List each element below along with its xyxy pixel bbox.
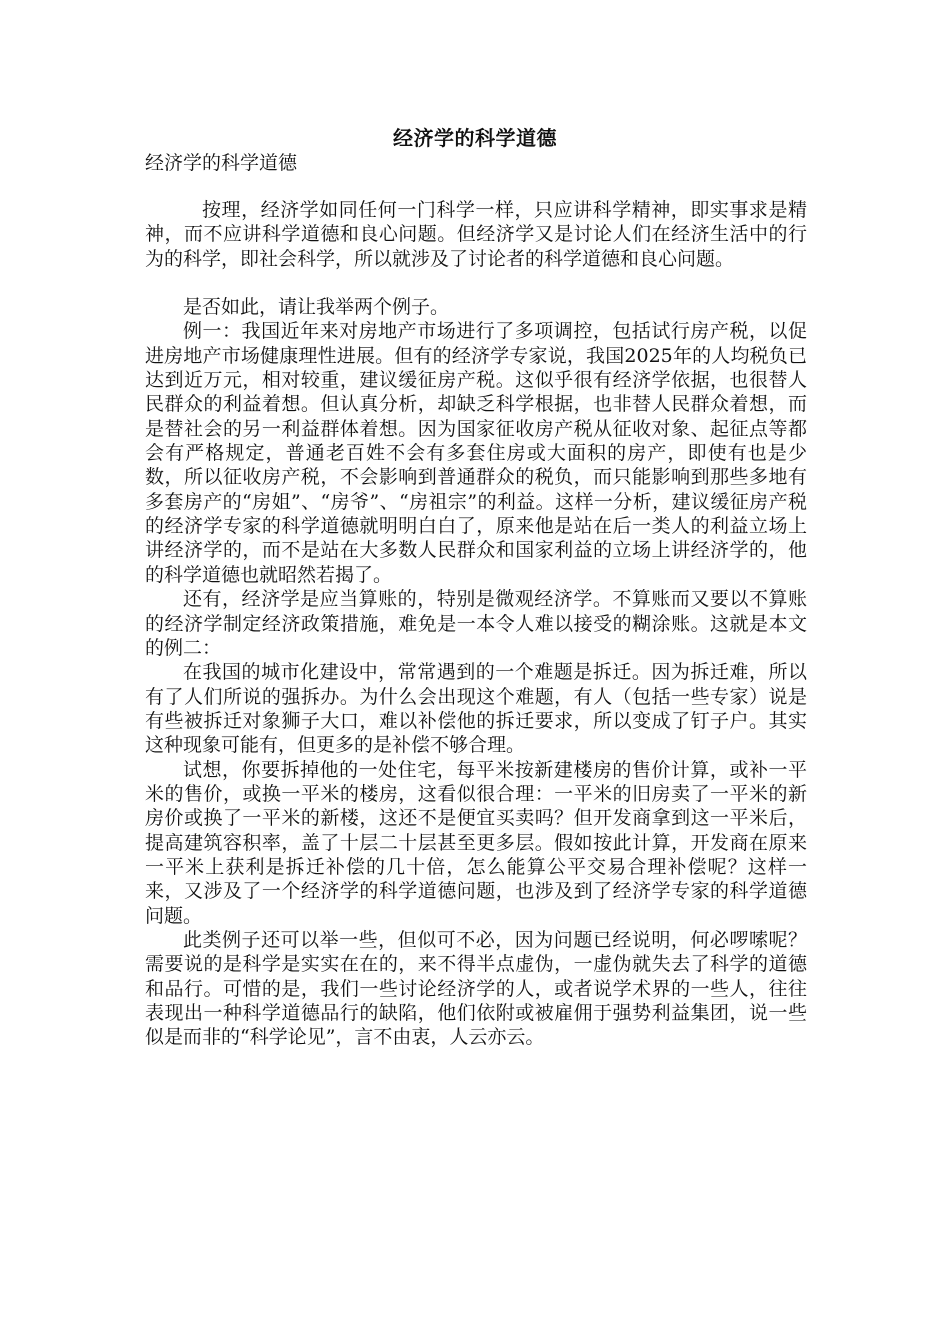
paragraph-intro: 按理，经济学如同任何一门科学一样，只应讲科学精神，即实事求是精神，而不应讲科学道德和良心问题。但经济学又是讨论人们在经济生活中的行为的科学，即社会科学，所以就涉及了讨论者的科学道德和良心问题。 — [145, 199, 807, 270]
document-body — [145, 198, 807, 1050]
paragraph-examples-lead: 是否如此，请让我举两个例子。 — [183, 296, 450, 319]
paragraph-accounting: 还有，经济学是应当算账的，特别是微观经济学。不算账而又要以不算账的经济学制定经济政策措施，难免是一本令人难以接受的糊涂账。这就是本文的例二： — [145, 588, 807, 659]
document-title: 经济学的科学道德 — [393, 126, 557, 150]
paragraph-conclusion: 此类例子还可以举一些，但似可不必，因为问题已经说明，何必啰嗦呢？需要说的是科学是实实在在的，来不得半点虚伪，一虚伪就失去了科学的道德和品行。可惜的是，我们一些讨论经济学的人，或者说学术界的一些人，往往表现出一种科学道德品行的缺陷，他们依附或被雇佣于强势利益集团，说一些似是而非的“科学论见”，言不由衷，人云亦云。 — [145, 928, 807, 1049]
document-subtitle: 经济学的科学道德 — [145, 152, 298, 174]
paragraph-compensation: 试想，你要拆掉他的一处住宅，每平米按新建楼房的售价计算，或补一平米的售价，或换一平米的楼房，这看似很合理：一平米的旧房卖了一平米的新房价或换了一平米的新楼，这还不是便宜买卖吗？但开发商拿到这一平米后，提高建筑容积率，盖了十层二十层甚至更多层。假如按此计算，开发商在原来一平米上获利是拆迁补偿的几十倍，怎么能算公平交易合理补偿呢？这样一来，又涉及了一个经济学的科学道德问题，也涉及到了经济学专家的科学道德问题。 — [145, 758, 807, 927]
paragraph-example-one: 例一：我国近年来对房地产市场进行了多项调控，包括试行房产税，以促进房地产市场健康理性进展。但有的经济学专家说，我国2025年的人均税负已达到近万元，相对较重，建议缓征房产税。这似乎很有经济学依据，也很替人民群众的利益着想。但认真分析，却缺乏科学根据，也非替人民群众着想，而是替社会的另一利益群体着想。因为国家征收房产税从征收对象、起征点等都会有严格规定，普通老百姓不会有多套住房或大面积的房产，即使有也是少数，所以征收房产税，不会影响到普通群众的税负，而只能影响到那些多地有多套房产的“房姐”、“房爷”、“房祖宗”的利益。这样一分析，建议缓征房产税的经济学专家的科学道德就明明白白了，原来他是站在后一类人的利益立场上讲经济学的，而不是站在大多数人民群众和国家利益的立场上讲经济学的，他的科学道德也就昭然若揭了。 — [145, 320, 807, 586]
paragraph-demolition: 在我国的城市化建设中，常常遇到的一个难题是拆迁。因为拆迁难，所以有了人们所说的强拆办。为什么会出现这个难题，有人（包括一些专家）说是有些被拆迁对象狮子大口，难以补偿他的拆迁要求，所以变成了钉子户。其实这种现象可能有，但更多的是补偿不够合理。 — [145, 661, 807, 757]
